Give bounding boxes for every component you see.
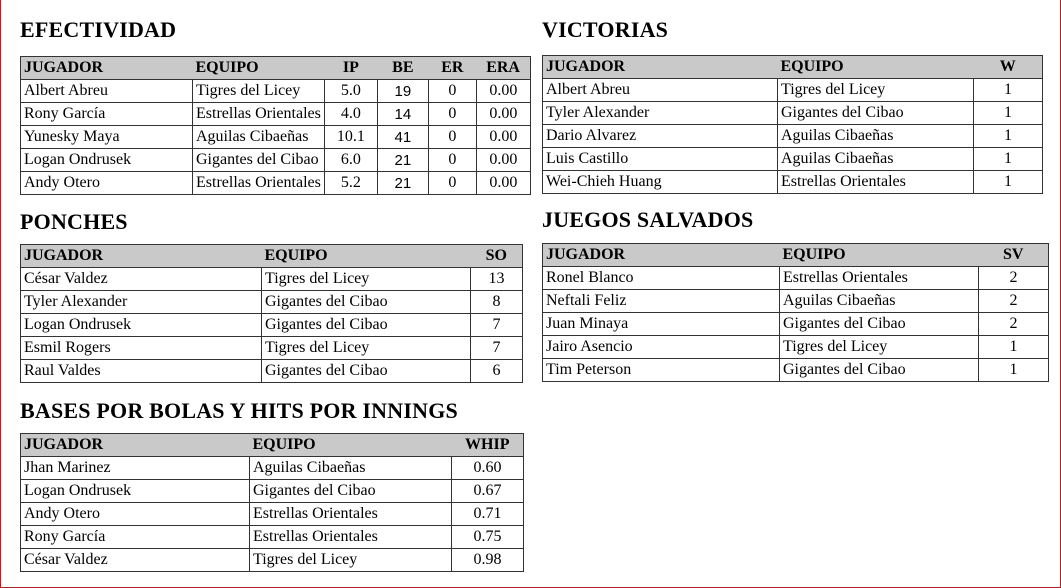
victorias-table [542, 55, 1043, 194]
table-cell: 0.67 [452, 480, 524, 503]
table-cell: Gigantes del Cibao [778, 102, 974, 125]
table-cell: César Valdez [21, 268, 262, 291]
victorias-section [542, 14, 1043, 194]
table-cell: 0.00 [476, 149, 530, 172]
table-cell: Logan Ondrusek [21, 314, 262, 337]
table-cell: Andy Otero [21, 503, 250, 526]
table-row [21, 126, 531, 149]
table-row [543, 125, 1043, 148]
table-cell: Raul Valdes [21, 360, 262, 383]
table-cell: Tigres del Licey [780, 336, 979, 359]
table-cell: Tim Peterson [543, 359, 780, 382]
efectividad-section [20, 14, 531, 195]
whip-table [20, 433, 524, 572]
table-cell: 0.00 [476, 172, 530, 195]
table-cell: Ronel Blanco [543, 267, 780, 290]
table-cell: Logan Ondrusek [21, 149, 193, 172]
table-cell: Aguilas Cibaeñas [193, 126, 325, 149]
table-cell: Logan Ondrusek [21, 480, 250, 503]
table-cell: Neftali Feliz [543, 290, 780, 313]
table-cell: Gigantes del Cibao [262, 360, 471, 383]
table-cell: Estrellas Orientales [780, 267, 979, 290]
table-cell: 0.71 [452, 503, 524, 526]
table-cell: 2 [979, 267, 1049, 290]
table-row [21, 526, 524, 549]
table-cell: 2 [979, 313, 1049, 336]
table-cell: Tigres del Licey [262, 268, 471, 291]
table-cell: Luis Castillo [543, 148, 778, 171]
table-cell: Aguilas Cibaeñas [778, 148, 974, 171]
juegos-salvados-table [542, 243, 1049, 382]
table-cell: 13 [471, 268, 523, 291]
col-header-equipo: EQUIPO [193, 57, 325, 80]
col-header-equipo: EQUIPO [778, 56, 974, 79]
ponches-section [20, 206, 523, 383]
table-cell: 7 [471, 337, 523, 360]
table-cell: 21 [377, 149, 428, 172]
table-cell: 0 [428, 172, 476, 195]
table-row [543, 79, 1043, 102]
table-cell: 4.0 [324, 103, 377, 126]
table-cell: 0.00 [476, 80, 530, 103]
table-cell: 19 [377, 80, 428, 103]
table-cell: César Valdez [21, 549, 250, 572]
table-cell: Albert Abreu [543, 79, 778, 102]
table-cell: Juan Minaya [543, 313, 780, 336]
table-cell: 10.1 [324, 126, 377, 149]
table-cell: Tigres del Licey [250, 549, 452, 572]
table-row [543, 359, 1049, 382]
col-header-jugador: JUGADOR [543, 56, 778, 79]
header-row [543, 244, 1049, 267]
table-cell: Estrellas Orientales [193, 103, 325, 126]
table-cell: Rony García [21, 526, 250, 549]
table-cell: 7 [471, 314, 523, 337]
table-cell: 0.00 [476, 103, 530, 126]
table-cell: Yunesky Maya [21, 126, 193, 149]
table-cell: 1 [974, 148, 1043, 171]
table-cell: Gigantes del Cibao [250, 480, 452, 503]
table-row [543, 171, 1043, 194]
table-row [21, 172, 531, 195]
table-row [21, 337, 523, 360]
col-header-jugador: JUGADOR [21, 245, 262, 268]
table-cell: 0 [428, 149, 476, 172]
col-header-ip: IP [324, 57, 377, 80]
table-cell: 1 [974, 79, 1043, 102]
table-cell: 0.60 [452, 457, 524, 480]
table-cell: Tigres del Licey [778, 79, 974, 102]
col-header-er: ER [428, 57, 476, 80]
table-cell: Jairo Asencio [543, 336, 780, 359]
header-row [543, 56, 1043, 79]
table-cell: Tigres del Licey [193, 80, 325, 103]
table-cell: Estrellas Orientales [193, 172, 325, 195]
header-row [21, 434, 524, 457]
table-cell: 0 [428, 103, 476, 126]
table-row [21, 314, 523, 337]
table-cell: 6.0 [324, 149, 377, 172]
table-cell: 5.2 [324, 172, 377, 195]
victorias-title: VICTORIAS [542, 17, 669, 42]
table-row [543, 148, 1043, 171]
table-cell: Rony García [21, 103, 193, 126]
table-cell: 0 [428, 80, 476, 103]
table-cell: 0.98 [452, 549, 524, 572]
table-cell: Aguilas Cibaeñas [778, 125, 974, 148]
table-cell: Esmil Rogers [21, 337, 262, 360]
table-cell: Wei-Chieh Huang [543, 171, 778, 194]
table-row [21, 80, 531, 103]
juegos-salvados-section [542, 204, 1049, 382]
table-cell: 0.75 [452, 526, 524, 549]
table-cell: Gigantes del Cibao [262, 291, 471, 314]
table-row [543, 313, 1049, 336]
table-cell: Andy Otero [21, 172, 193, 195]
table-cell: 6 [471, 360, 523, 383]
col-header-whip: WHIP [452, 434, 524, 457]
table-cell: Dario Alvarez [543, 125, 778, 148]
table-cell: 1 [974, 171, 1043, 194]
col-header-era: ERA [476, 57, 530, 80]
table-cell: 8 [471, 291, 523, 314]
table-row [21, 103, 531, 126]
col-header-equipo: EQUIPO [250, 434, 452, 457]
table-row [543, 102, 1043, 125]
table-cell: 21 [377, 172, 428, 195]
col-header-be: BE [377, 57, 428, 80]
table-cell: Tyler Alexander [21, 291, 262, 314]
table-cell: Tigres del Licey [262, 337, 471, 360]
table-cell: Estrellas Orientales [250, 526, 452, 549]
col-header-jugador: JUGADOR [21, 434, 250, 457]
table-cell: Gigantes del Cibao [780, 313, 979, 336]
table-row [21, 149, 531, 172]
table-row [543, 267, 1049, 290]
col-header-jugador: JUGADOR [543, 244, 780, 267]
table-cell: Gigantes del Cibao [262, 314, 471, 337]
table-cell: Jhan Marinez [21, 457, 250, 480]
table-row [543, 336, 1049, 359]
table-cell: Aguilas Cibaeñas [250, 457, 452, 480]
col-header-sv: SV [979, 244, 1049, 267]
table-row [21, 480, 524, 503]
table-row [21, 360, 523, 383]
ponches-table [20, 244, 523, 383]
table-cell: Gigantes del Cibao [780, 359, 979, 382]
table-cell: 1 [979, 359, 1049, 382]
whip-section [20, 395, 524, 572]
table-cell: 1 [974, 102, 1043, 125]
table-cell: 0 [428, 126, 476, 149]
efectividad-title: EFECTIVIDAD [20, 17, 177, 42]
efectividad-table [20, 56, 531, 195]
table-cell: 1 [979, 336, 1049, 359]
col-header-so: SO [471, 245, 523, 268]
col-header-w: W [974, 56, 1043, 79]
table-cell: 1 [974, 125, 1043, 148]
table-cell: 0.00 [476, 126, 530, 149]
table-cell: 5.0 [324, 80, 377, 103]
col-header-equipo: EQUIPO [262, 245, 471, 268]
table-cell: Estrellas Orientales [778, 171, 974, 194]
table-row [21, 503, 524, 526]
table-cell: Albert Abreu [21, 80, 193, 103]
juegos-salvados-title: JUEGOS SALVADOS [542, 207, 754, 232]
table-row [21, 268, 523, 291]
table-row [21, 457, 524, 480]
table-row [543, 290, 1049, 313]
table-cell: Estrellas Orientales [250, 503, 452, 526]
header-row [21, 57, 531, 80]
table-cell: Aguilas Cibaeñas [780, 290, 979, 313]
table-cell: Tyler Alexander [543, 102, 778, 125]
table-cell: 41 [377, 126, 428, 149]
table-cell: Gigantes del Cibao [193, 149, 325, 172]
col-header-equipo: EQUIPO [780, 244, 979, 267]
header-row [21, 245, 523, 268]
table-cell: 14 [377, 103, 428, 126]
ponches-title: PONCHES [20, 209, 128, 234]
table-row [21, 291, 523, 314]
whip-title: BASES POR BOLAS Y HITS POR INNINGS [20, 398, 458, 423]
table-row [21, 549, 524, 572]
col-header-jugador: JUGADOR [21, 57, 193, 80]
table-cell: 2 [979, 290, 1049, 313]
